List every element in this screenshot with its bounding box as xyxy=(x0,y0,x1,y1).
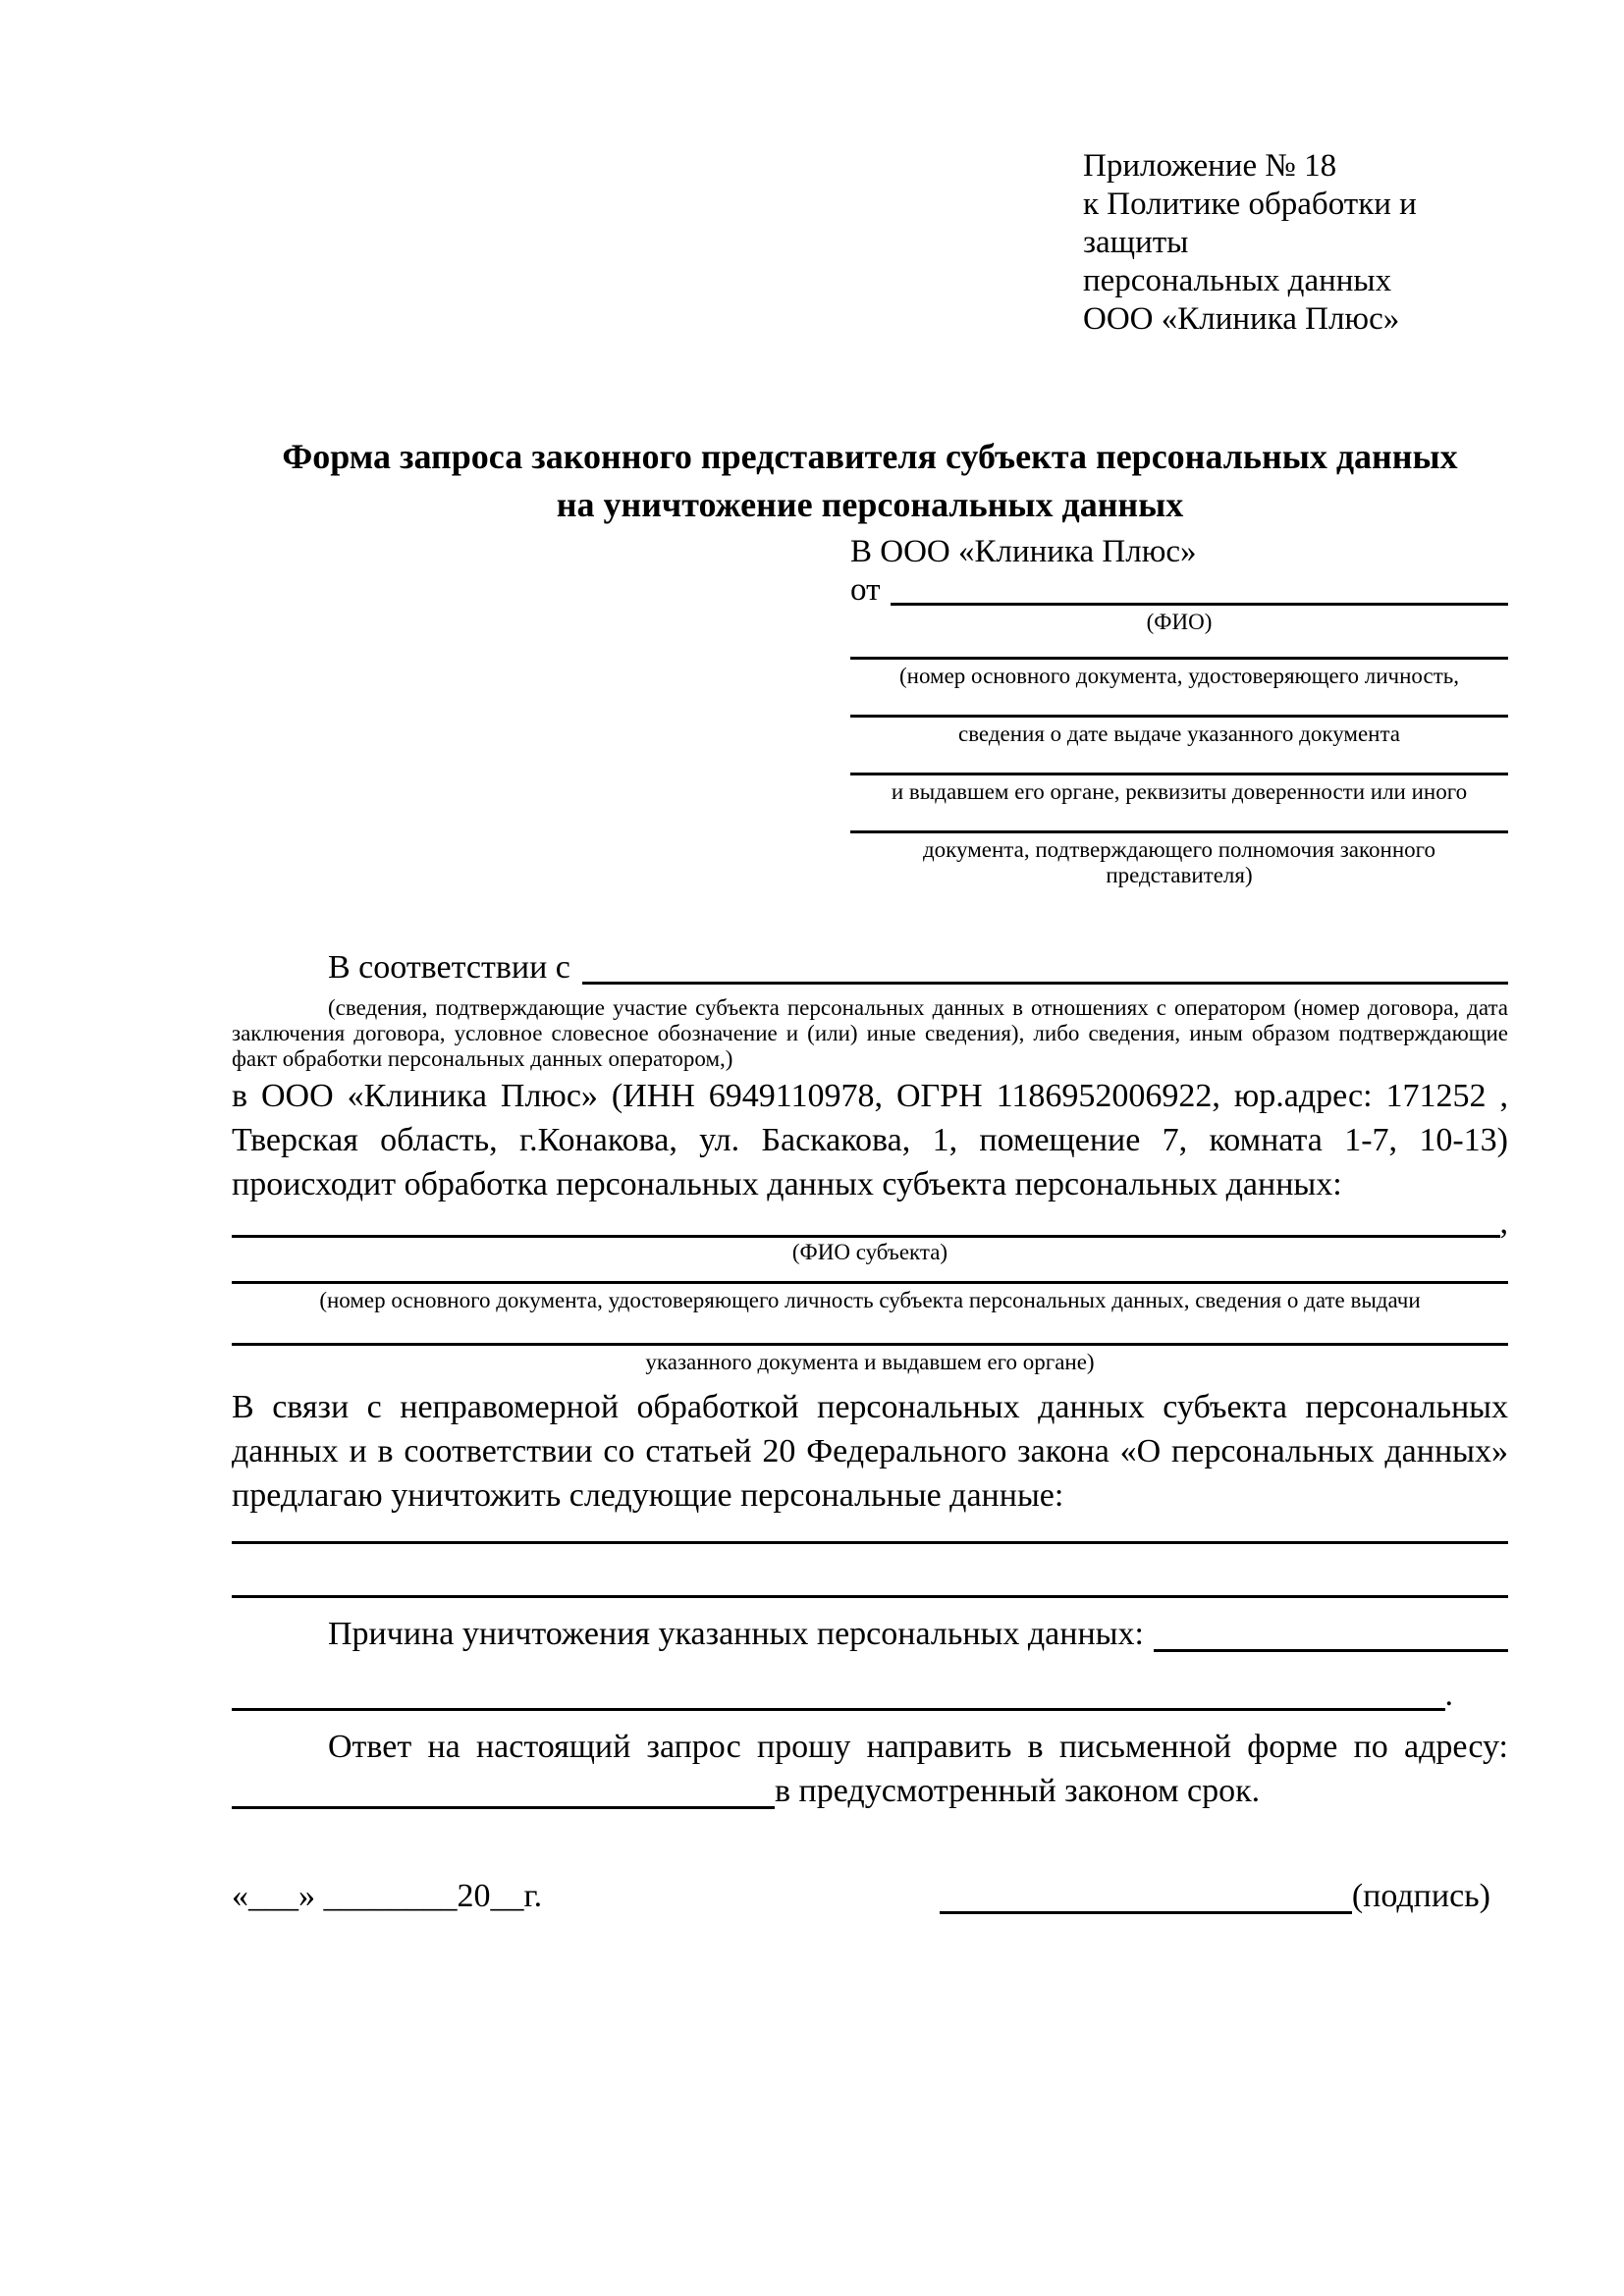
appendix-line: персональных данных xyxy=(1083,263,1392,298)
blank-line xyxy=(850,830,1508,833)
reason-field xyxy=(232,1612,1508,1656)
appendix-reference-block xyxy=(1083,147,1508,339)
subject-doc-blank-line-1 xyxy=(232,1281,1508,1284)
from-field xyxy=(850,571,1508,610)
fio-caption: (ФИО) xyxy=(1146,610,1213,634)
accordance-blank-line xyxy=(582,982,1508,985)
appendix-line: ООО «Клиника Плюс» xyxy=(1083,301,1400,337)
subject-doc-blank-line-2 xyxy=(232,1343,1508,1346)
reason-blank-line xyxy=(1154,1649,1508,1652)
blank-line xyxy=(850,657,1508,660)
request-paragraph: В связи с неправомерной обработкой персональных данных субъекта персональных данных и в соответствии со статьей 20 Федерального закона «О персональных данных» предлагаю уничтожить следующие персональные данные: xyxy=(232,1389,1508,1514)
addressee-block xyxy=(850,533,1508,888)
answer-address-blank-line xyxy=(232,1806,775,1809)
from-blank-line xyxy=(891,603,1509,606)
answer-paragraph: Ответ на настоящий запрос прошу направить в письменной форме по адресу: xyxy=(328,1729,1508,1765)
reason-continuation-field xyxy=(232,1678,1453,1713)
blank-line xyxy=(850,715,1508,718)
id-doc-caption-2: сведения о дате выдаче указанного документа xyxy=(957,721,1401,746)
appendix-line: Приложение № 18 xyxy=(1083,148,1337,184)
subject-fio-blank-line xyxy=(232,1235,1500,1238)
subject-fio-field xyxy=(232,1206,1508,1240)
subject-fio-caption: (ФИО субъекта) xyxy=(791,1240,948,1264)
date-signature-row xyxy=(232,1874,1508,1918)
id-doc-blank-4 xyxy=(850,830,1508,888)
id-doc-blank-3 xyxy=(850,773,1508,805)
reason-label: Причина уничтожения указанных персональных данных: xyxy=(328,1616,1144,1652)
addressee-to: В ООО «Клиника Плюс» xyxy=(850,534,1197,569)
accordance-label: В соответствии с xyxy=(328,949,570,986)
trailing-period: . xyxy=(1444,1677,1453,1713)
form-title xyxy=(232,433,1508,529)
data-to-destroy-blank-line-2 xyxy=(232,1595,1508,1598)
signature-blank-line xyxy=(940,1911,1352,1914)
id-doc-caption-1: (номер основного документа, удостоверяющего личность, xyxy=(898,664,1459,688)
subject-doc-caption-1: (номер основного документа, удостоверяющего личность субъекта персональных данных, сведения о дате выдачи xyxy=(319,1288,1421,1312)
signature-caption: (подпись) xyxy=(1351,1878,1490,1914)
signature-field xyxy=(940,1874,1490,1918)
id-doc-blank-1 xyxy=(850,657,1508,689)
id-doc-blank-2 xyxy=(850,715,1508,747)
reason-blank-line-2 xyxy=(232,1708,1445,1711)
id-doc-caption-4: документа, подтверждающего полномочия законного представителя) xyxy=(922,837,1435,887)
form-title-line-1: Форма запроса законного представителя субъекта персональных данных xyxy=(282,437,1458,476)
from-label: от xyxy=(850,572,881,608)
form-title-line-2: на уничтожение персональных данных xyxy=(556,485,1184,524)
answer-address-field xyxy=(232,1769,1508,1813)
appendix-line: к Политике обработки и защиты xyxy=(1083,187,1417,260)
accordance-caption: (сведения, подтверждающие участие субъекта персональных данных в отношениях с оператором (номер договора, дата заключения договора, условное словесное обозначение и (или) иные сведения), либо сведения, иным образом подтверждающие факт обработки персональных данных оператором,) xyxy=(232,995,1508,1071)
accordance-field xyxy=(232,945,1508,989)
operator-paragraph: в ООО «Клиника Плюс» (ИНН 6949110978, ОГРН 1186952006922, юр.адрес: 171252 , Тверская область, г.Конакова, ул. Баскакова, 1, помещение 7, комната 1-7, 10-13) происходит обработка персональных данных субъекта персональных данных: xyxy=(232,1078,1508,1202)
data-to-destroy-blank-line-1 xyxy=(232,1541,1508,1544)
trailing-comma: , xyxy=(1499,1204,1508,1241)
answer-tail-text: в предусмотренный законом срок. xyxy=(775,1773,1261,1809)
id-doc-caption-3: и выдавшем его органе, реквизиты доверенности или иного xyxy=(891,779,1468,804)
date-blank: «___» ________20__г. xyxy=(232,1878,543,1914)
blank-line xyxy=(850,773,1508,775)
subject-doc-caption-2: указанного документа и выдавшем его органе) xyxy=(645,1350,1095,1374)
